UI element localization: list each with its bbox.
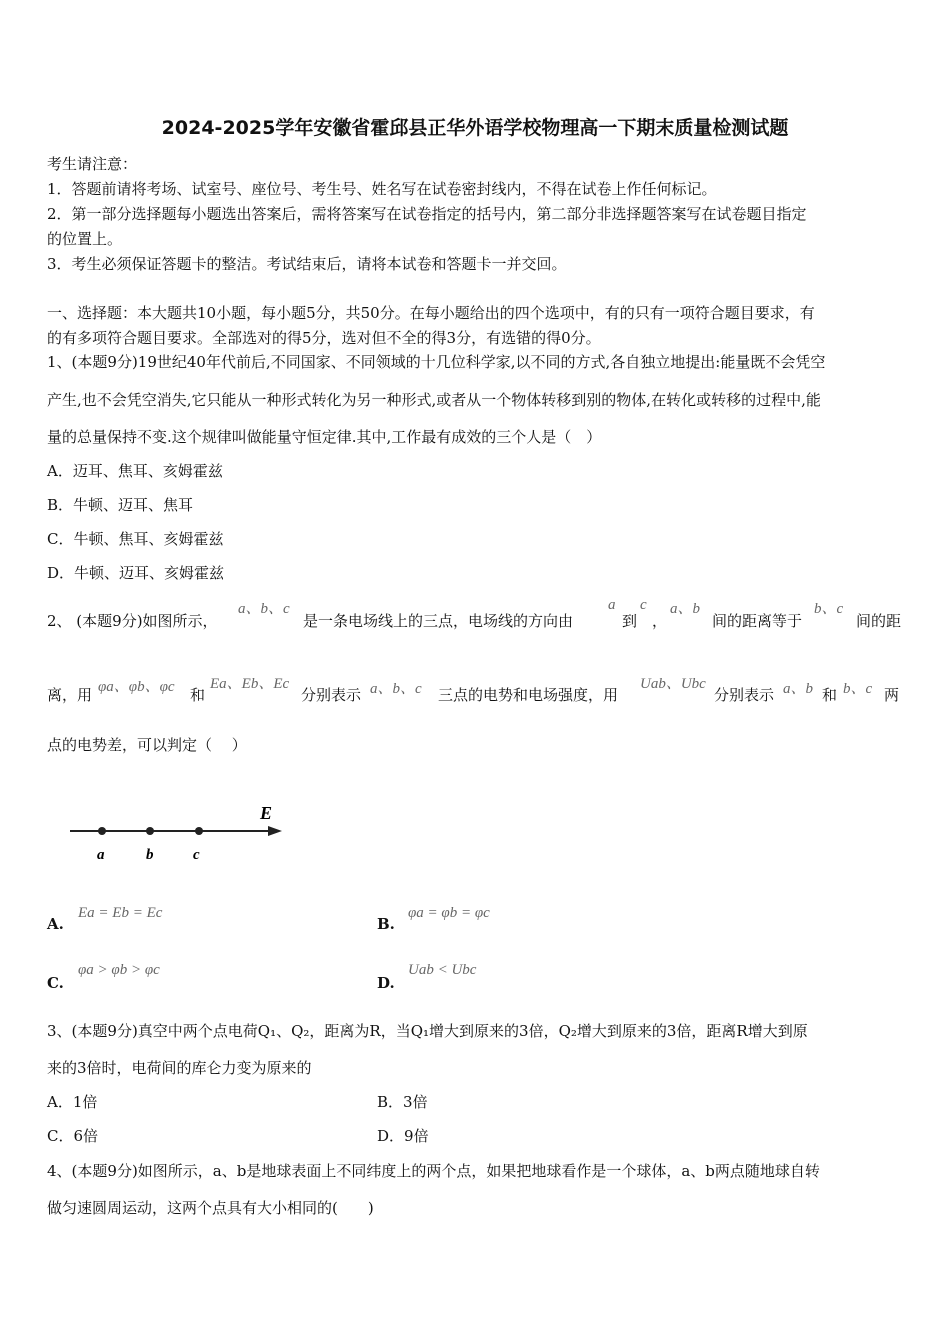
q2-option-c-label: C.	[47, 974, 64, 992]
notice-2: 2．第一部分选择题每小题选出答案后，需将答案写在试卷指定的括号内，第二部分非选择题答案写在试卷题目指定	[47, 205, 807, 223]
point-c-dot	[195, 827, 203, 835]
notice-2-cont: 的位置上。	[47, 230, 123, 248]
q3-option-a: A．1倍	[47, 1093, 98, 1111]
notice-3: 3．考生必须保证答题卡的整洁。考试结束后，请将本试卷和答题卡一并交回。	[47, 255, 567, 273]
point-a-label: a	[97, 847, 105, 863]
section-intro-1: 一、选择题：本大题共10小题，每小题5分，共50分。在每小题给出的四个选项中，有的只有一项符合题目要求，有	[47, 304, 815, 322]
q2-l2-e: 分别表示	[301, 686, 362, 704]
q2-ab-1: a、b	[670, 601, 701, 617]
q3-option-c: C．6倍	[47, 1127, 99, 1145]
q2-text-1: 2、 (本题9分)如图所示，	[47, 612, 218, 630]
point-b-dot	[146, 827, 154, 835]
field-line-figure	[60, 796, 300, 876]
q2-a-1: a	[608, 597, 616, 613]
q1-option-c: C．牛顿、焦耳、亥姆霍兹	[47, 530, 224, 548]
point-a-dot	[98, 827, 106, 835]
notice-1: 1．答题前请将考场、试室号、座位号、考生号、姓名写在试卷密封线内，不得在试卷上作任何标记。	[47, 180, 717, 198]
q2-u-list: Uab、Ubc	[640, 676, 706, 692]
q4-line-2: 做匀速圆周运动，这两个点具有大小相同的( )	[47, 1199, 374, 1217]
q2-l2-k: 和	[822, 686, 838, 704]
q2-text-7: ，	[652, 612, 668, 630]
q2-text-3: 是一条电场线上的三点，电场线的方向由	[303, 612, 574, 630]
q2-line-3: 点的电势差，可以判定（ ）	[47, 736, 247, 754]
q1-option-d: D．牛顿、迈耳、亥姆霍兹	[47, 564, 225, 582]
q2-option-a: Ea = Eb = Ec	[78, 905, 163, 921]
q1-line-2: 产生,也不会凭空消失,它只能从一种形式转化为另一种形式,或者从一个物体转移到别的物体,在转化或转移的过程中,能	[47, 391, 821, 409]
q2-bc-2: b、c	[843, 681, 873, 697]
q2-abc-1: a、b、c	[238, 601, 290, 617]
q2-text-11: 间的距	[856, 612, 902, 630]
q3-option-b: B．3倍	[377, 1093, 428, 1111]
q2-l2-m: 两	[884, 686, 900, 704]
q1-option-b: B．牛顿、迈耳、焦耳	[47, 496, 194, 514]
q1-line-3: 量的总量保持不变.这个规律叫做能量守恒定律.其中,工作最有成效的三个人是（ ）	[47, 428, 602, 446]
q2-option-d: Uab < Ubc	[408, 962, 477, 978]
point-c-label: c	[193, 847, 200, 863]
q2-option-c: φa > φb > φc	[78, 962, 160, 978]
q2-abc-2: a、b、c	[370, 681, 422, 697]
q2-option-d-label: D.	[377, 974, 395, 992]
q2-l2-g: 三点的电势和电场强度，用	[438, 686, 619, 704]
q2-e-list: Ea、Eb、Ec	[210, 676, 290, 692]
q2-option-b-label: B.	[377, 915, 395, 933]
q1-line-1: 1、(本题9分)19世纪40年代前后,不同国家、不同领域的十几位科学家,以不同的方式,各自独立地提出:能量既不会凭空	[47, 353, 826, 371]
q2-l2-a: 离，用	[47, 686, 93, 704]
field-arrow-head	[268, 826, 282, 836]
q2-l2-i: 分别表示	[714, 686, 775, 704]
q3-line-2: 来的3倍时，电荷间的库仑力变为原来的	[47, 1059, 312, 1077]
q2-c-1: c	[640, 597, 647, 613]
page-title: 2024-2025学年安徽省霍邱县正华外语学校物理高一下期末质量检测试题	[161, 117, 789, 139]
q4-line-1: 4、(本题9分)如图所示，a、b是地球表面上不同纬度上的两个点，如果把地球看作是一个球体，a、b两点随地球自转	[47, 1162, 820, 1180]
q1-option-a: A．迈耳、焦耳、亥姆霍兹	[47, 462, 223, 480]
q2-text-9: 间的距离等于	[712, 612, 803, 630]
q2-ab-2: a、b	[783, 681, 814, 697]
field-label-e: E	[260, 803, 273, 823]
q2-option-a-label: A.	[47, 915, 64, 933]
q2-option-b: φa = φb = φc	[408, 905, 490, 921]
q3-line-1: 3、(本题9分)真空中两个点电荷Q₁、Q₂，距离为R，当Q₁增大到原来的3倍，Q₂增大到原来的3倍，距离R增大到原	[47, 1022, 808, 1040]
notice-heading: 考生请注意：	[47, 155, 138, 173]
q2-bc-1: b、c	[814, 601, 844, 617]
q2-phi-list: φa、φb、φc	[98, 679, 175, 695]
q2-l2-c: 和	[190, 686, 206, 704]
point-b-label: b	[146, 847, 154, 863]
q2-text-5: 到	[622, 612, 638, 630]
q3-option-d: D．9倍	[377, 1127, 429, 1145]
section-intro-2: 的有多项符合题目要求。全部选对的得5分，选对但不全的得3分，有选错的得0分。	[47, 329, 601, 347]
